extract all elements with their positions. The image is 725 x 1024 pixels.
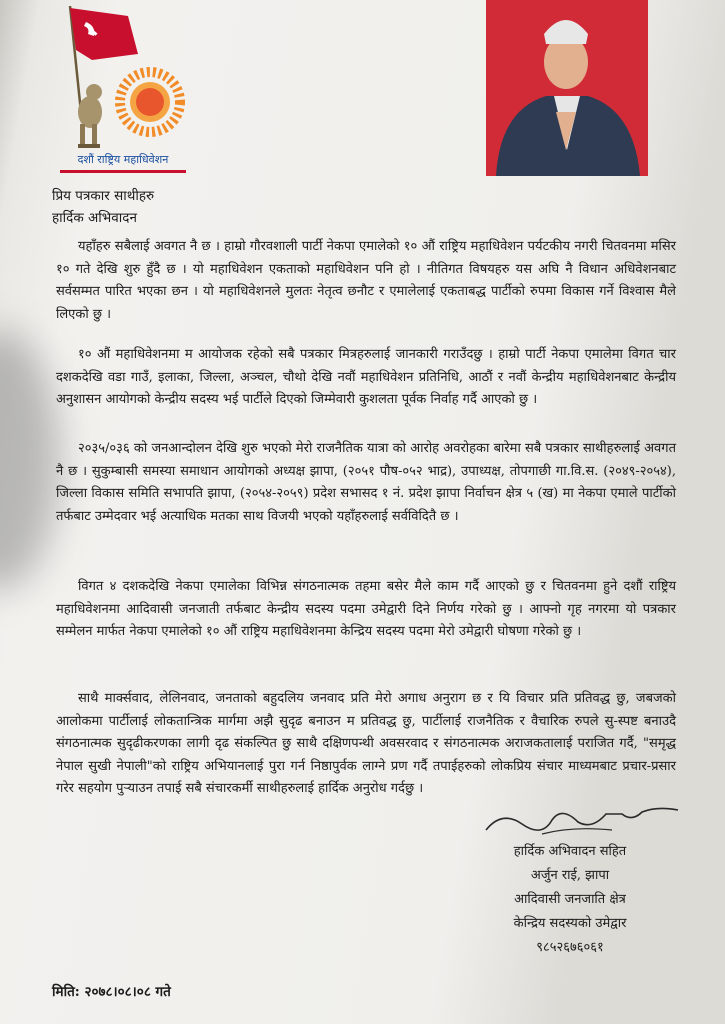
closing-greeting: हार्दिक अभिवादन सहित <box>513 844 627 859</box>
portrait-image <box>486 0 648 176</box>
flag-icon <box>70 8 138 60</box>
salutation-line-2: हार्दिक अभिवादन <box>52 210 137 226</box>
sun-icon <box>120 72 180 132</box>
paragraph-2: १० औं महाधिवेशनमा म आयोजक रहेको सबै पत्रकार मित्रहरुलाई जानकारी गराउँदछु । हाम्रो पार्टी नेकपा एमालेमा विगत चार दशकदेखि वडा गाउँ, इलाका, जिल्ला, अञ्चल, चौथो देखि नवौं महाधिवेशन प्रतिनिधि, आठौं र नवौं केन्द्रीय महाधिवेशनबाट केन्द्रीय अनुशासन आयोगको केन्द्रीय सदस्य भई पार्टीले दिएको जिम्मेवारी कुशलता पूर्वक निर्वाह गर्दै आएको छु । <box>56 347 676 407</box>
letter-date: मिति: २०७८।०८।०८ गते <box>52 984 171 1000</box>
candidate-photo <box>486 0 648 176</box>
sender-phone: ९८५२६७६०६१ <box>536 940 604 955</box>
paragraph-3: २०३५/०३६ को जनआन्दोलन देखि शुरु भएको मेरो राजनैतिक यात्रा को आरोह अवरोहका बारेमा सबै पत्रकार साथीहरुलाई अवगत नै छ । सुकुम्बासी समस्या समाधान आयोगको अध्यक्ष झापा, (२०५१ पौष-०५२ भाद्र), उपाध्यक्ष, तोपगाछी गा.वि.स. (२०४९-२०५४), जिल्ला विकास समिति सभापति झापा, (२०५४-२०५९) प्रदेश सभासद १ नं. प्रदेश झापा निर्वाचन क्षेत्र ५ (ख) मा नेकपा एमाले पार्टीको तर्फबाट उम्मेदवार भई अत्याधिक मतका साथ विजयी भएको यहाँहरुलाई सर्वविदितै छ । <box>56 441 677 524</box>
paragraph-4: विगत ४ दशकदेखि नेकपा एमालेका विभिन्न संगठनात्मक तहमा बसेर मैले काम गर्दै आएको छु र चितवनमा हुने दशौं राष्ट्रिय महाधिवेशनमा आदिवासी जनजाती तर्फबाट केन्द्रीय सदस्य पदमा उमेद्वारी दिने निर्णय गरेको छु । आफ्नो गृह नगरमा यो पत्रकार सम्मेलन मार्फत नेकपा एमालेको १० औं राष्ट्रिय महाधिवेशनमा केन्द्रिय सदस्य पदमा मेरो उमेद्वारी घोषणा गरेको छु । <box>56 579 677 639</box>
calf-mascot-icon <box>78 84 102 148</box>
salutation <box>52 185 154 229</box>
logo-underline <box>60 170 186 173</box>
handwritten-signature <box>482 800 682 838</box>
salutation-line-1: प्रिय पत्रकार साथीहरु <box>52 188 155 204</box>
sender-constituency: आदिवासी जनजाति क्षेत्र <box>514 892 626 907</box>
logo-caption: दशौं राष्ट्रिय महाधिवेशन <box>77 153 169 166</box>
sender-name: अर्जुन राई, झापा <box>530 868 610 883</box>
closing-block <box>470 840 670 960</box>
paragraph-1: यहाँहरु सबैलाई अवगत नै छ । हाम्रो गौरवशाली पार्टी नेकपा एमालेको १० औं राष्ट्रिय महाधिवेशन पर्यटकीय नगरी चितवनमा मसिर १० गते देखि शुरु हुँदै छ । यो महाधिवेशन एकताको महाधिवेशन पनि हो । नीतिगत विषयहरु यस अघि नै विधान अधिवेशनबाट सर्वसम्मत पारित भएका छन । यो महाधिवेशनले मुलतः नेतृत्व छनौट र एमालेलाई एकताबद्ध पार्टीको रुपमा विकास गर्ने विश्वास मैले लिएको छु । <box>56 239 676 322</box>
party-logo <box>58 4 188 176</box>
sender-candidacy: केन्द्रिय सदस्यको उमेद्वार <box>513 916 627 931</box>
paragraph-5: साथै मार्क्सवाद, लेलिनवाद, जनताको बहुदलिय जनवाद प्रति मेरो अगाध अनुराग छ र यि विचार प्रति प्रतिवद्ध छु, जबजको आलोकमा पार्टीलाई लोकतान्त्रिक मार्गमा अझै सुदृढ बनाउन म प्रतिवद्ध छु, पार्टीलाई राजनैतिक र वैचारिक रुपले सु-स्पष्ट बनाउदै संगठनात्मक सुदृढीकरणका लागी दृढ संकल्पित छु साथै दक्षिणपन्थी अवसरवाद र संगठनात्मक अराजकतालाई पराजित गर्दै, "समृद्ध नेपाल सुखी नेपाली"को राष्ट्रिय अभियानलाई पुरा गर्न निष्ठापुर्वक लाग्ने प्रण गर्दै तपाईहरुको लोकप्रिय संचार माध्यमबाट प्रचार-प्रसार गरेर सहयोग पुऱ्याउन तपाई सबै संचारकर्मी साथीहरुलाई हार्दिक अनुरोध गर्दछु । <box>56 691 676 796</box>
